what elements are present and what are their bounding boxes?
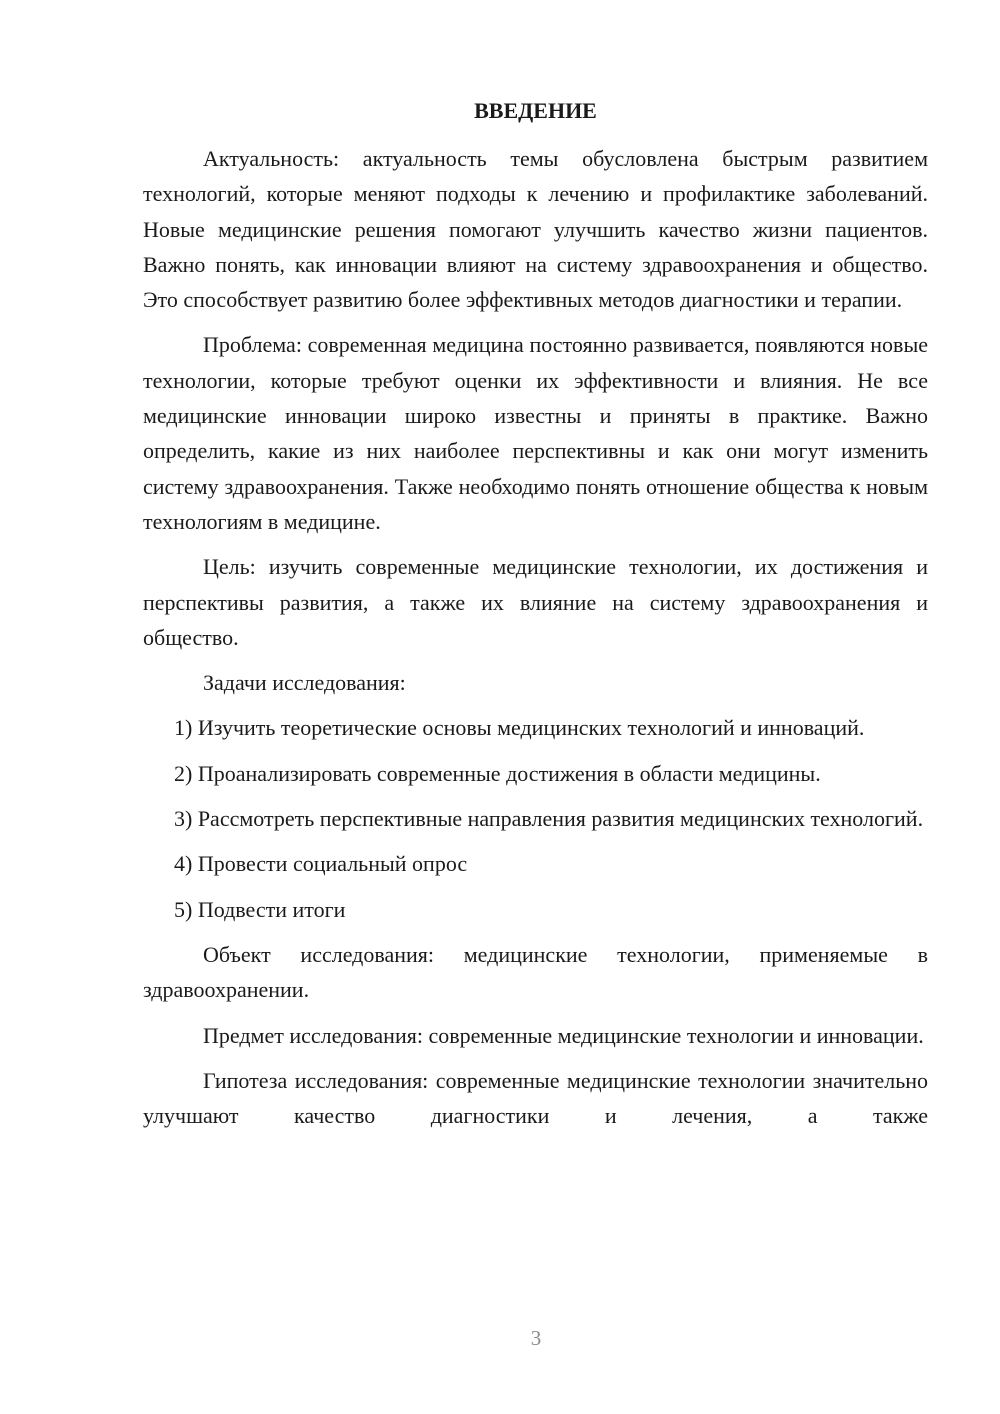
page-content [143, 93, 928, 1143]
task-item: 2) Проанализировать современные достижения в области медицины. [174, 760, 821, 786]
task-item: 5) Подвести итоги [174, 896, 346, 922]
task-item: 1) Изучить теоретические основы медицинских технологий и инноваций. [174, 715, 865, 741]
object-paragraph: Объект исследования: медицинские технологии, применяемые в здравоохранении. [143, 941, 928, 1003]
relevance-paragraph: Актуальность: актуальность темы обусловлена быстрым развитием технологий, которые меняют подходы к лечению и профилактике заболеваний. Новые медицинские решения помогают улучшить качество жизни пациентов. Важно понять, как инновации влияют на систему здравоохранения и общество. Это способствует развитию более эффективных методов диагностики и терапии. [143, 146, 928, 313]
task-item: 4) Провести социальный опрос [174, 851, 468, 877]
problem-paragraph: Проблема: современная медицина постоянно развивается, появляются новые технологии, которые требуют оценки их эффективности и влияния. Не все медицинские инновации широко известны и приняты в практике. Важно определить, какие из них наиболее перспективны и как они могут изменить систему здравоохранения. Также необходимо понять отношение общества к новым технологиям в медицине. [143, 332, 928, 534]
goal-paragraph: Цель: изучить современные медицинские технологии, их достижения и перспективы развития, а также их влияние на систему здравоохранения и общество. [143, 554, 928, 650]
section-title: ВВЕДЕНИЕ [474, 98, 597, 123]
task-item: 3) Рассмотреть перспективные направления развития медицинских технологий. [174, 806, 924, 832]
subject-paragraph: Предмет исследования: современные медицинские технологии и инновации. [203, 1022, 924, 1048]
hypothesis-paragraph: Гипотеза исследования: современные медицинские технологии значительно улучшают качество диагностики и лечения, а также [143, 1067, 928, 1129]
tasks-heading: Задачи исследования: [203, 670, 406, 696]
page-number: 3 [530, 1326, 542, 1350]
